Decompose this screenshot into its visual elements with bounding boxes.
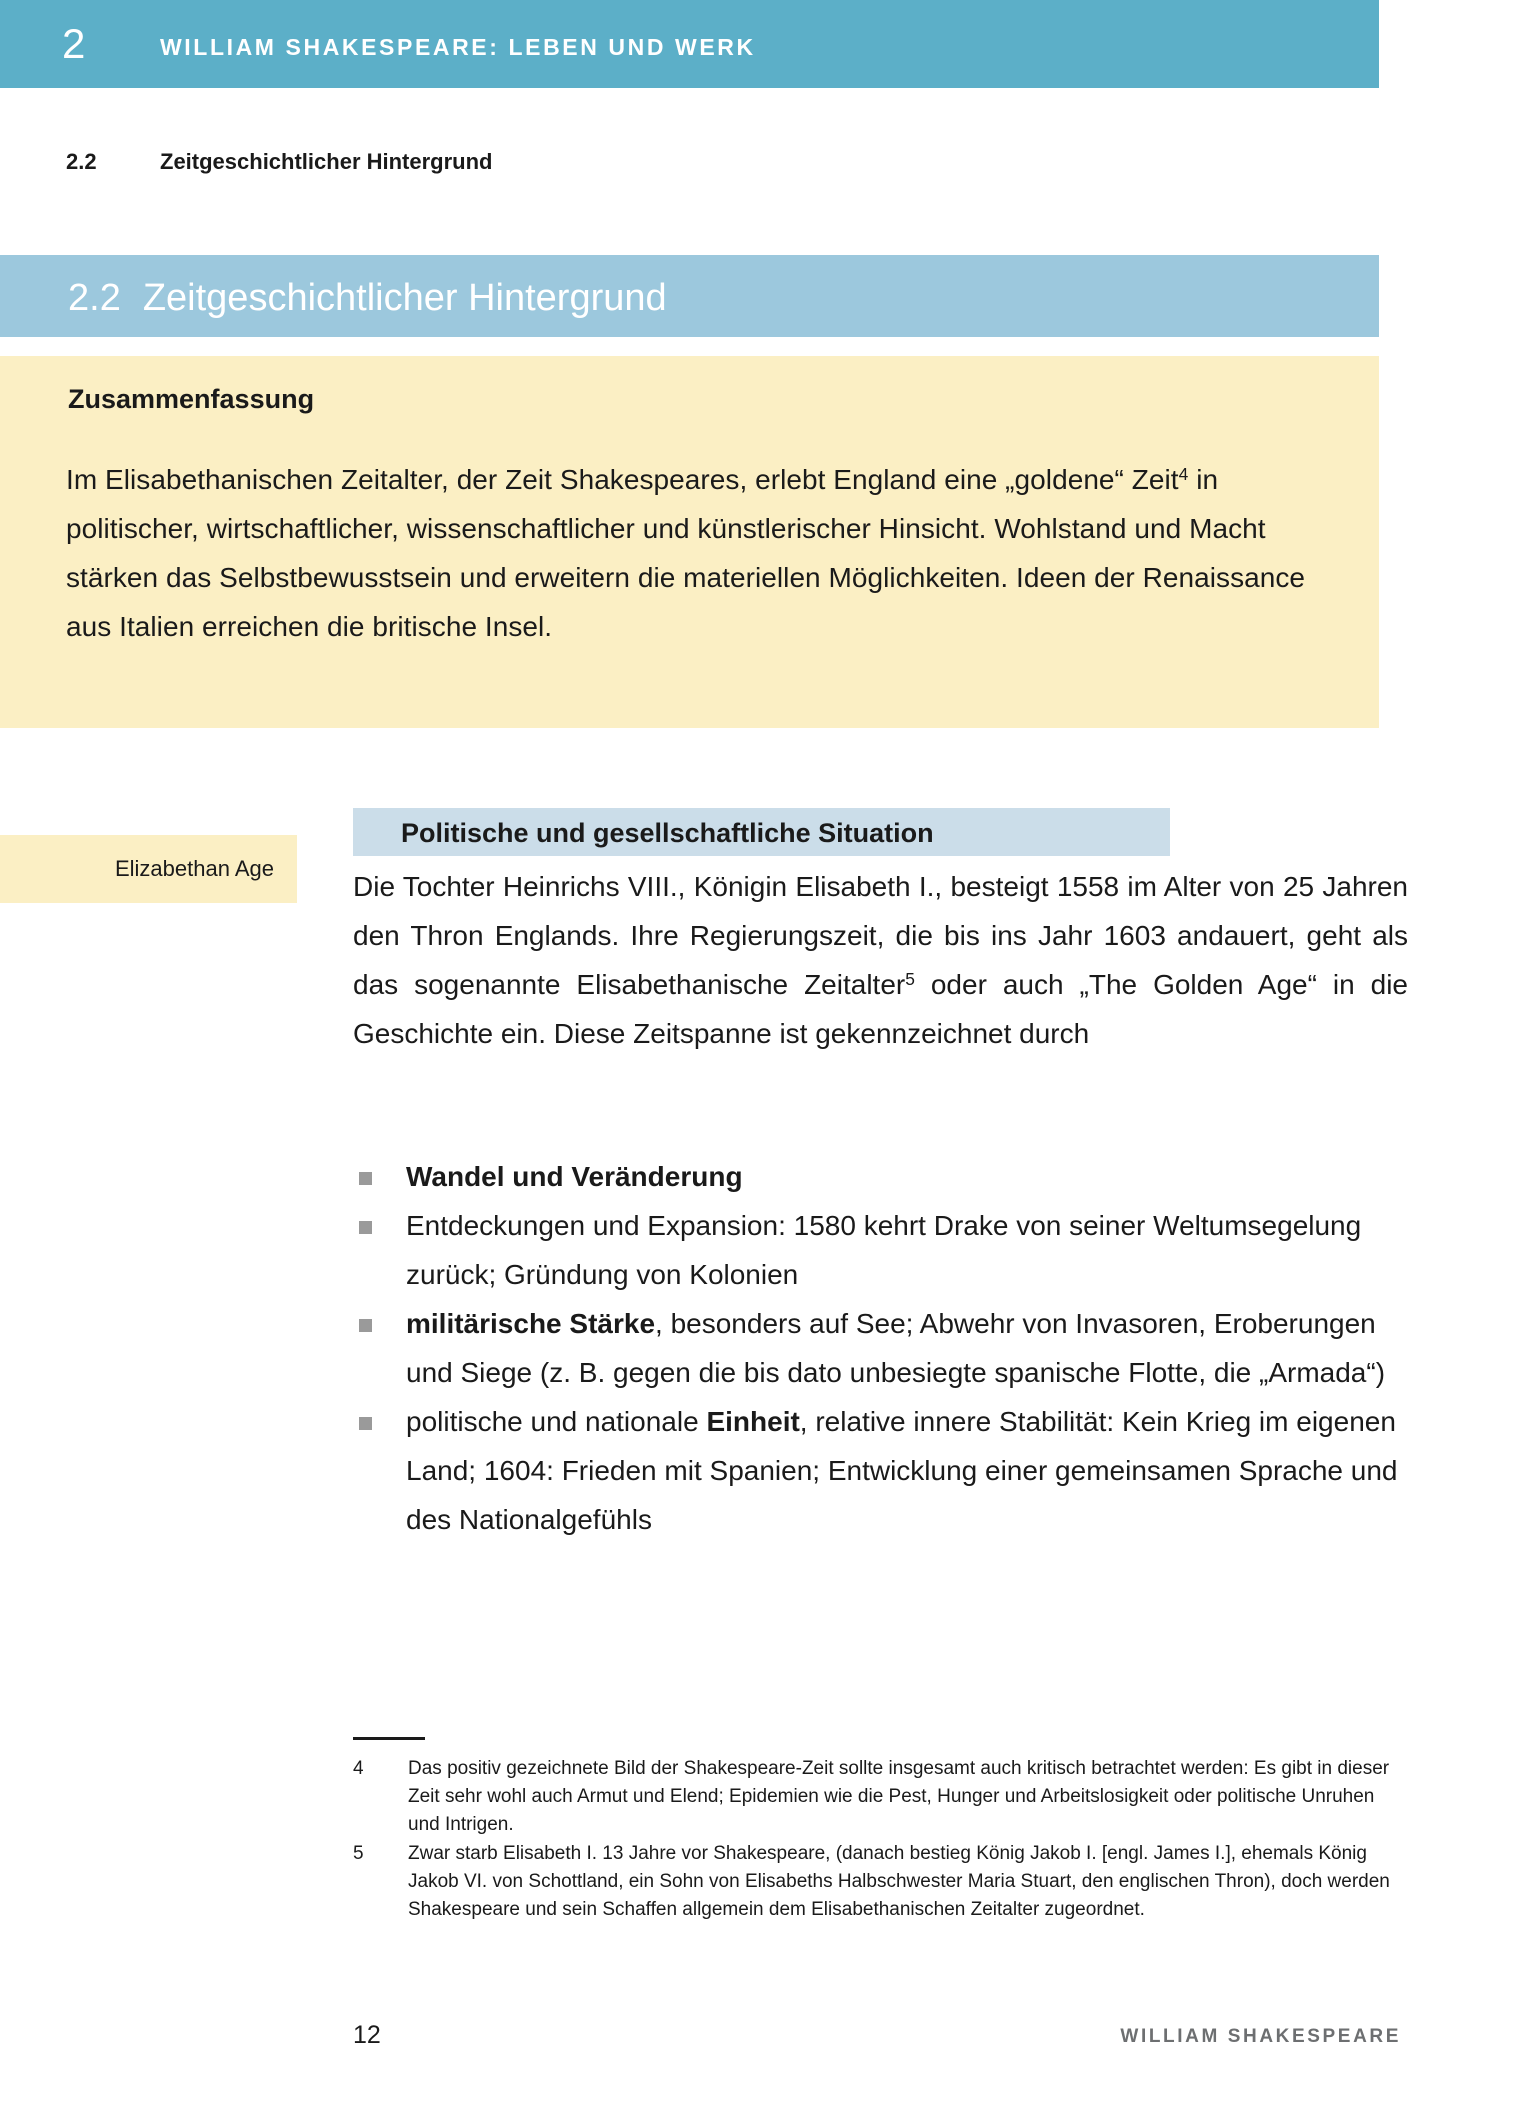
bullet-list xyxy=(353,1152,1408,1544)
body-paragraph-part1: Die Tochter Heinrichs VIII., Königin Elisabeth I., besteigt 1558 im Alter von 25 Jahren den Thron Englands. Ihre Regierungszeit, die bis ins Jahr 1603 andauert, geht als das sogenannte Elisabethanische Zeitalter xyxy=(353,871,1408,1000)
list-item xyxy=(353,1201,1408,1299)
body-paragraph-part2: oder auch „The Golden Age“ in die Geschichte ein. Diese Zeitspanne ist gekennzeichnet durch xyxy=(353,969,1408,1049)
section-title-bar xyxy=(0,255,1379,337)
list-item xyxy=(353,1397,1408,1544)
summary-text-part1: Im Elisabethanischen Zeitalter, der Zeit Shakespeares, erlebt England eine „goldene“ Zeit xyxy=(66,464,1179,495)
body-paragraph xyxy=(353,862,1408,1058)
list-item-bold-mid: Einheit xyxy=(706,1406,800,1437)
chapter-number: 2 xyxy=(62,20,86,67)
list-item-text: Entdeckungen und Expansion: 1580 kehrt Drake von seiner Weltumsegelung zurück; Gründung von Kolonien xyxy=(406,1210,1362,1290)
chapter-header-band xyxy=(0,0,1379,88)
footnote-number: 5 xyxy=(353,1843,364,1864)
body-column xyxy=(353,862,1408,1058)
margin-note-label: Elizabethan Age xyxy=(114,856,274,881)
footnote-item xyxy=(353,1755,1393,1839)
summary-text-part2: in politischer, wirtschaftlicher, wissenschaftlicher und künstlerischer Hinsicht. Wohlstand und Macht stärken das Selbstbewusstsein und erweitern die materiellen Möglichkeiten. Ideen der Renaissance aus Italien erreichen die britische Insel. xyxy=(66,464,1306,642)
list-item-bold-lead: militärische Stärke xyxy=(406,1308,656,1339)
section-title-text: Zeitgeschichtlicher Hintergrund xyxy=(142,277,667,319)
section-title xyxy=(68,276,667,320)
footer-book-title: WILLIAM SHAKESPEARE xyxy=(1120,2026,1401,2047)
subheading-title: Politische und gesellschaftliche Situation xyxy=(401,818,934,848)
summary-heading: Zusammenfassung xyxy=(68,384,315,414)
list-item xyxy=(353,1152,1408,1201)
footnote-text: Das positiv gezeichnete Bild der Shakespeare-Zeit sollte insgesamt auch kritisch betrachtet werden: Es gibt in dieser Zeit sehr wohl auch Armut und Elend; Epidemien wie die Pest, Hunger und Arbeitslosigkeit oder politische Unruhen und Intrigen. xyxy=(408,1758,1390,1835)
running-head xyxy=(66,148,493,176)
list-item-tail: , relative innere Stabilität: Kein Krieg im eigenen Land; 1604: Frieden mit Spanien; Entwicklung einer gemeinsamen Sprache und des Nationalgefühls xyxy=(406,1406,1398,1535)
running-head-number: 2.2 xyxy=(66,149,97,174)
footnote-ref-4[interactable]: 4 xyxy=(1178,463,1189,484)
square-bullet-icon xyxy=(359,1172,372,1185)
footnote-list xyxy=(353,1755,1393,1925)
summary-callout-box xyxy=(0,356,1379,728)
square-bullet-icon xyxy=(359,1221,372,1234)
square-bullet-icon xyxy=(359,1417,372,1430)
footnote-item xyxy=(353,1840,1393,1924)
square-bullet-icon xyxy=(359,1319,372,1332)
footnote-separator-rule xyxy=(353,1737,425,1740)
list-item xyxy=(353,1299,1408,1397)
running-head-title: Zeitgeschichtlicher Hintergrund xyxy=(160,149,493,174)
list-item-text: , besonders auf See; Abwehr von Invasoren, Eroberungen und Siege (z. B. gegen die bis dato unbesiegte spanische Flotte, die „Armada“) xyxy=(406,1308,1386,1388)
subheading-bar xyxy=(353,808,1170,856)
footnote-ref-5[interactable]: 5 xyxy=(905,968,915,989)
page-number: 12 xyxy=(353,2021,381,2049)
footnote-text: Zwar starb Elisabeth I. 13 Jahre vor Shakespeare, (danach bestieg König Jakob I. [engl. James I.], ehemals König Jakob VI. von Schottland, ein Sohn von Elisabeths Halbschwester Maria Stuart, den englischen Thron), doch werden Shakespeare und sein Schaffen allgemein dem Elisabethanischen Zeitalter zugeordnet. xyxy=(408,1843,1390,1920)
chapter-title: WILLIAM SHAKESPEARE: LEBEN UND WERK xyxy=(160,34,756,60)
summary-text xyxy=(66,455,1318,651)
margin-note-box xyxy=(0,835,297,903)
list-item-bold-lead: Wandel und Veränderung xyxy=(406,1161,743,1192)
list-item-text: politische und nationale xyxy=(406,1406,707,1437)
section-number: 2.2 xyxy=(68,277,121,319)
footnote-number: 4 xyxy=(353,1758,364,1779)
